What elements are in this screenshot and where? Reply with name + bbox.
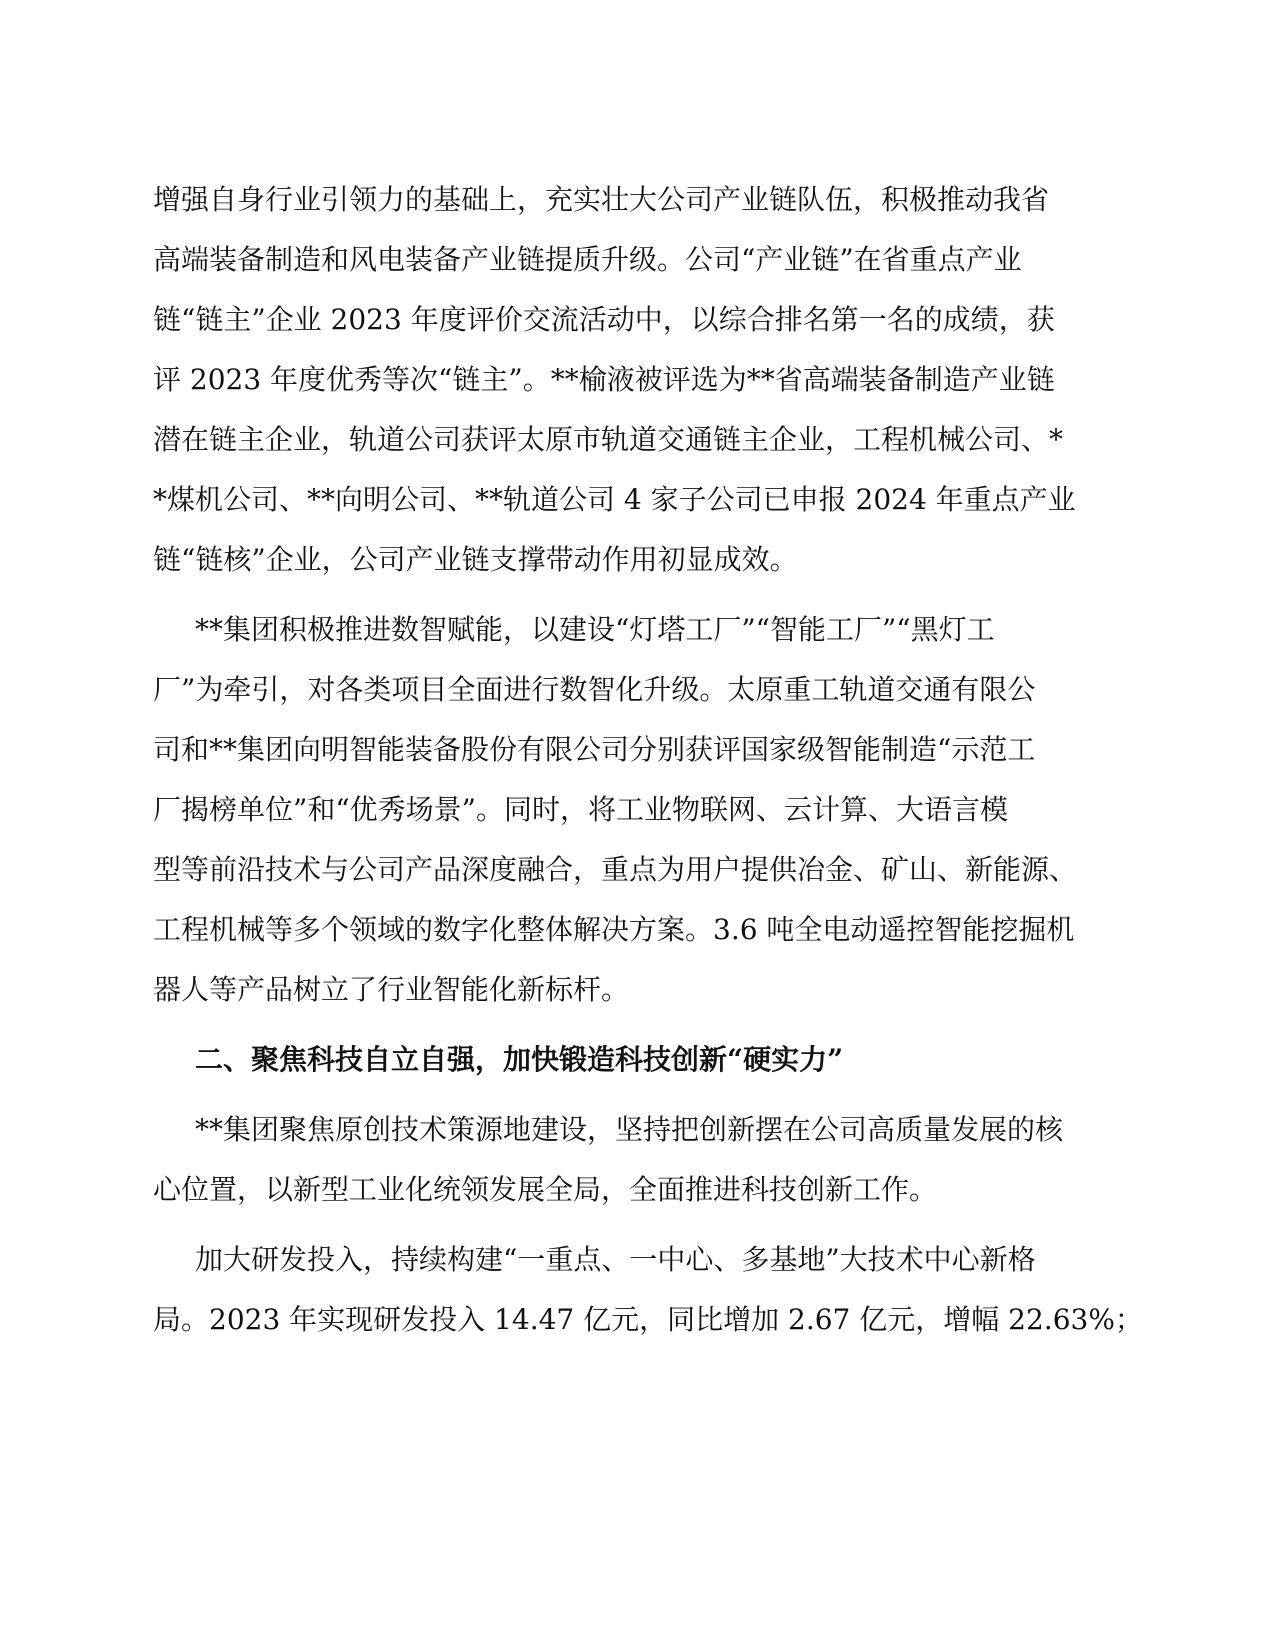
text-line: 工程机械等多个领域的数字化整体解决方案。3.6 吨全电动遥控智能挖掘机 bbox=[153, 913, 1075, 946]
text-line: **集团积极推进数智赋能，以建设“灯塔工厂”“智能工厂”“黑灯工 bbox=[195, 613, 995, 646]
text-line: 厂揭榜单位”和“优秀场景”。同时，将工业物联网、云计算、大语言模 bbox=[153, 793, 1008, 826]
text-line: 潜在链主企业，轨道公司获评太原市轨道交通链主企业，工程机械公司、* bbox=[153, 423, 1064, 456]
text-line: 链“链主”企业 2023 年度评价交流活动中，以综合排名第一名的成绩，获 bbox=[153, 303, 1055, 336]
text-line: 型等前沿技术与公司产品深度融合，重点为用户提供冶金、矿山、新能源、 bbox=[153, 853, 1078, 886]
text-line: 评 2023 年度优秀等次“链主”。**榆液被评选为**省高端装备制造产业链 bbox=[153, 363, 1055, 396]
text-line: **集团聚焦原创技术策源地建设，坚持把创新摆在公司高质量发展的核 bbox=[195, 1113, 1064, 1146]
text-line: *煤机公司、**向明公司、**轨道公司 4 家子公司已申报 2024 年重点产业 bbox=[153, 483, 1076, 516]
text-line: 厂”为牵引，对各类项目全面进行数智化升级。太原重工轨道交通有限公 bbox=[153, 673, 1036, 706]
text-line: 链“链核”企业，公司产业链支撑带动作用初显成效。 bbox=[153, 543, 798, 576]
text-line: 器人等产品树立了行业智能化新标杆。 bbox=[153, 973, 630, 1006]
text-line: 增强自身行业引领力的基础上，充实壮大公司产业链队伍，积极推动我省 bbox=[153, 183, 1050, 216]
text-line: 心位置，以新型工业化统领发展全局，全面推进科技创新工作。 bbox=[153, 1173, 938, 1206]
text-line: 高端装备制造和风电装备产业链提质升级。公司“产业链”在省重点产业 bbox=[153, 243, 1022, 276]
section-heading: 二、聚焦科技自立自强，加快锻造科技创新“硬实力” bbox=[195, 1043, 844, 1076]
text-line: 局。2023 年实现研发投入 14.47 亿元，同比增加 2.67 亿元，增幅 22.63%； bbox=[153, 1303, 1143, 1336]
text-line: 司和**集团向明智能装备股份有限公司分别获评国家级智能制造“示范工 bbox=[153, 733, 1036, 766]
text-line: 加大研发投入，持续构建“一重点、一中心、多基地”大技术中心新格 bbox=[195, 1243, 1036, 1276]
